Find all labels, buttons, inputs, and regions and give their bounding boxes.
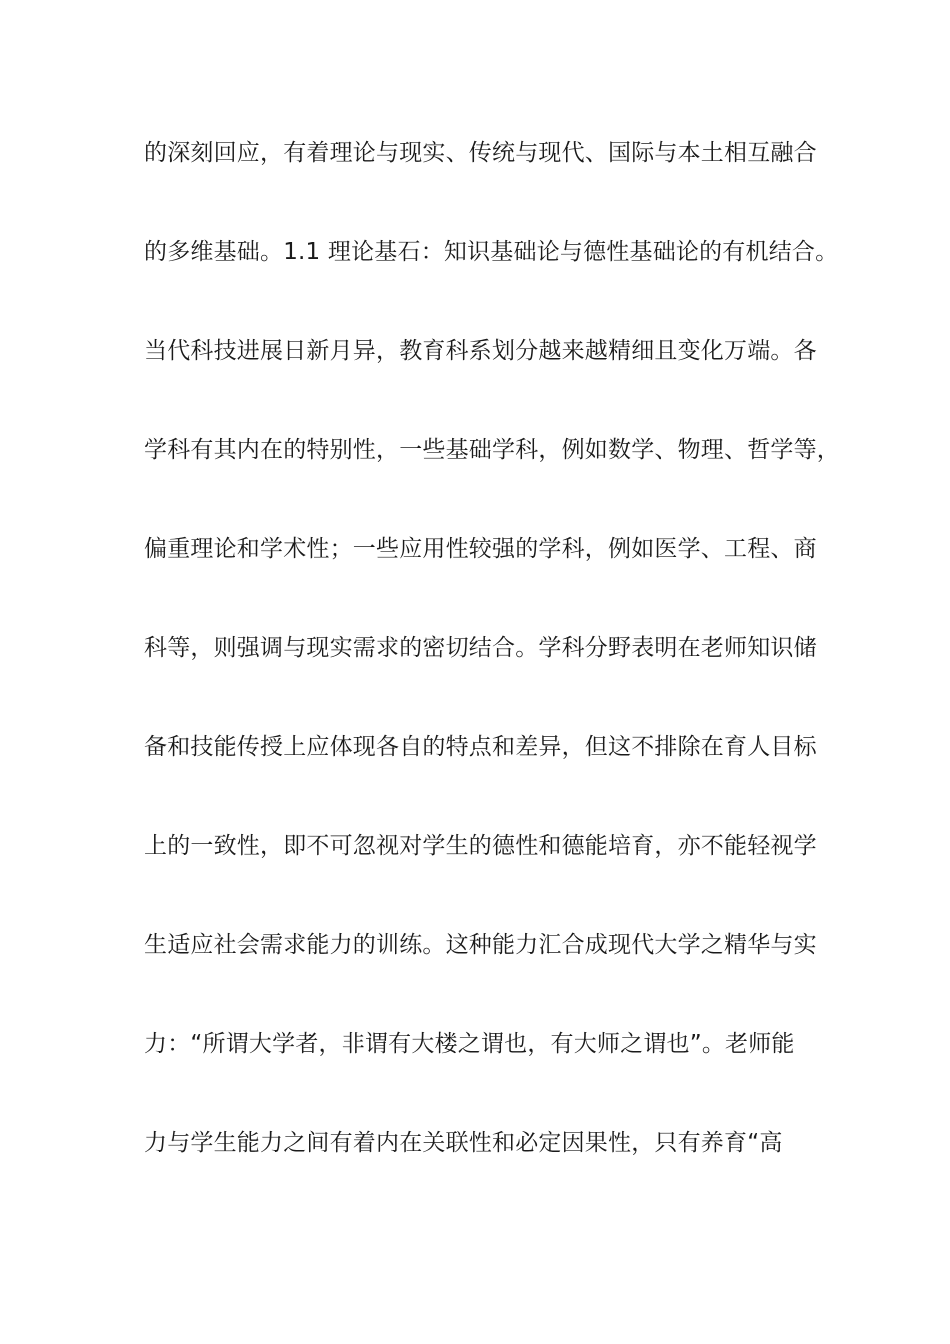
- text-line-10: 力：“所谓大学者，非谓有大楼之谓也，有大师之谓也”。老师能: [144, 1031, 795, 1057]
- text-line-7: 备和技能传授上应体现各自的特点和差异，但这不排除在育人目标: [144, 734, 817, 760]
- text-line-5: 偏重理论和学术性；一些应用性较强的学科，例如医学、工程、商: [144, 536, 817, 562]
- body-text: [144, 128, 840, 1217]
- text-line-1: 的深刻回应，有着理论与现实、传统与现代、国际与本土相互融合: [144, 140, 817, 166]
- text-line-8: 上的一致性，即不可忽视对学生的德性和德能培育，亦不能轻视学: [144, 833, 817, 859]
- text-line-9: 生适应社会需求能力的训练。这种能力汇合成现代大学之精华与实: [144, 932, 817, 958]
- text-line-11: 力与学生能力之间有着内在关联性和必定因果性，只有养育“高: [144, 1130, 783, 1156]
- text-line-6: 科等，则强调与现实需求的密切结合。学科分野表明在老师知识储: [144, 635, 817, 661]
- text-line-4: 学科有其内在的特别性，一些基础学科，例如数学、物理、哲学等，: [144, 437, 840, 463]
- text-line-3: 当代科技进展日新月异，教育科系划分越来越精细且变化万端。各: [144, 338, 817, 364]
- text-line-2: 的多维基础。1.1 理论基石：知识基础论与德性基础论的有机结合。: [144, 239, 839, 265]
